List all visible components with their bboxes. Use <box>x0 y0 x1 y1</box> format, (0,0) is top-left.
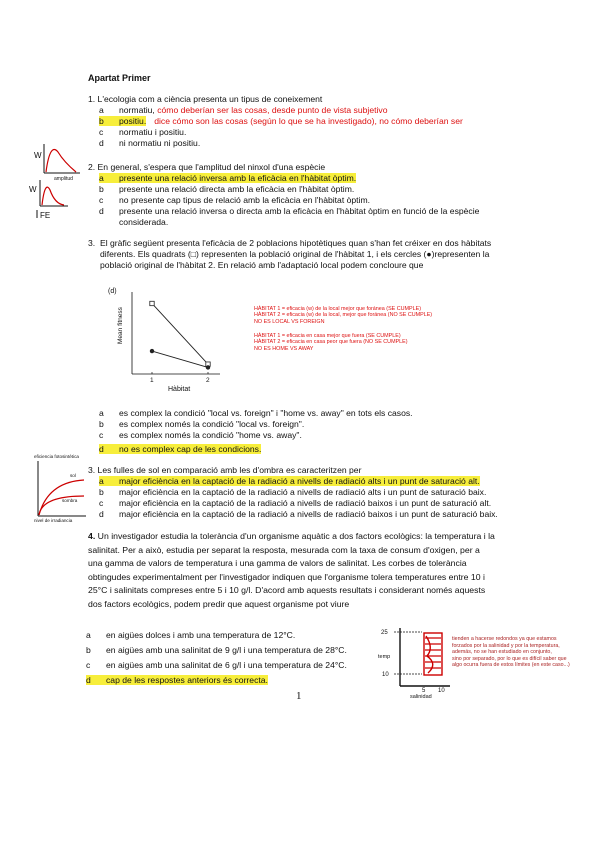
q2-option-c: c no presente cap tipus de relació amb la eficàcia en l'hàbitat òptim. <box>99 195 371 205</box>
q1-option-a: a normatiu, cómo deberían ser las cosas, desde punto de vista subjetivo <box>99 105 388 115</box>
page-number: 1 <box>296 690 302 702</box>
q1-option-d: d ni normatiu ni positiu. <box>99 138 201 148</box>
sketch-w1-label: W <box>34 151 42 160</box>
data-point-square <box>150 301 154 305</box>
q2-option-a: a presente una relació inversa amb la eficàcia en l'hàbitat òptim. <box>99 173 357 183</box>
q3-notes-2 <box>254 333 408 352</box>
q2-option-d-cont: considerada. <box>119 217 169 227</box>
q5-stem-line: 4. Un investigador estudia la tolerància d'un organisme aquàtic a dos factors ecològics: la temperatura i la <box>88 531 495 541</box>
sketch-fe-label: FE <box>40 211 51 220</box>
sketch-sol-label: sol <box>70 473 76 478</box>
note-line: HÀBITAT 2 = eficacia en casa peor que fuera (NO SE CUMPLE) <box>254 339 408 346</box>
sketch-x-right: 10 <box>438 688 445 694</box>
q1-option-c: c normatiu i positiu. <box>99 127 187 137</box>
q1-option-b: b positiu. dice cómo son las cosas (según lo que se ha investigado), no cómo deberían ser <box>99 116 463 126</box>
q5-stem <box>88 530 495 612</box>
sketch-amplitud-label: amplitud <box>54 176 73 182</box>
note-line: forzados por la salinidad y por la temperatura, <box>452 642 560 649</box>
x-axis-label: Hàbitat <box>168 386 191 393</box>
note-line: NO ES LOCAL VS FOREIGN <box>254 318 325 325</box>
q3-stem-3: població original de l'hàbitat 2. En relació amb l'adaptació local podem concloure que <box>100 260 424 270</box>
sketch-ybottom: 10 <box>382 672 389 678</box>
q3-option-d: d no es complex cap de les condicions. <box>99 444 262 454</box>
q-leaf-option-c: c major eficiència en la captació de la radiació a nivells de radiació baixos i un punt de saturació alt. <box>99 498 492 508</box>
sketch-xlabel: salinidad <box>410 694 432 698</box>
note-line: HÀBITAT 1 = eficacia (w) de la local mejor que foránea (SE CUMPLE) <box>254 306 422 312</box>
note-line: HÀBITAT 1 = eficacia en casa mejor que fuera (SE CUMPLE) <box>254 333 401 339</box>
fitness-chart <box>108 284 228 396</box>
q3-notes-1 <box>254 306 432 325</box>
q2-option-d: d presente una relació inversa o directa amb la eficàcia en l'hàbitat òptim en funció de la espècie <box>99 206 480 216</box>
section-title: Apartat Primer <box>88 73 151 83</box>
q3-number: 3. <box>88 238 96 248</box>
note-line: HÀBITAT 2 = eficacia (w) de la local, mejor que foránea (NO SE CUMPLE) <box>254 312 433 319</box>
tolerance-sketch <box>378 626 454 698</box>
note-line: NO ES HOME VS AWAY <box>254 345 314 352</box>
q3-stem-2: diferents. Els quadrats (□) representen la població original de l'hàbitat 1, i els cercles (●)representen la <box>100 249 490 259</box>
q3-stem-1: El gràfic següent presenta l'eficàcia de 2 poblacions hipotètiques quan s'han fet créixer en dos hàbitats <box>100 238 492 248</box>
note-line: además, no se han estudiado en conjunto, <box>452 649 552 656</box>
q2-option-b: b presente una relació directa amb la eficàcia en l'hàbitat òptim. <box>99 184 355 194</box>
sketch-ytop: 25 <box>381 630 388 636</box>
q2-stem: 2. En general, s'espera que l'amplitud del ninxol d'una espècie <box>88 162 326 172</box>
q5-notes <box>452 636 570 669</box>
sketch-xlabel: nivel de irradiancia <box>34 518 73 523</box>
q5-option-c: c en aigües amb una salinitat de 6 g/l i una temperatura de 24°C. <box>86 660 347 670</box>
q-leaf-option-d: d major eficiència en la captació de la radiació a nivells de radiació baixos i un punt de saturació baix. <box>99 509 498 519</box>
sketch-sombra-label: sombra <box>62 498 78 503</box>
q-leaf-stem: 3. Les fulles de sol en comparació amb les d'ombra es caracteritzen per <box>88 465 362 475</box>
q5-option-b: b en aigües amb una salinitat de 9 g/l i una temperatura de 28°C. <box>86 645 347 655</box>
q-leaf-option-a: a major eficiència en la captació de la radiació a nivells de radiació alts i un punt de saturació alt. <box>99 476 480 486</box>
data-point-circle <box>206 365 210 369</box>
q5-option-d: d cap de les respostes anteriors és correcta. <box>86 675 268 685</box>
note-line: tienden a hacerse redondos ya que estamos <box>452 636 557 642</box>
q5-stem-line: 25°C i salinitats compreses entre 5 i 10 g/l. D'acord amb aquests resultats i considerant només aquests <box>88 585 486 596</box>
q3-option-a: a es complex la condició "local vs. foreign" i "home vs. away" en tots els casos. <box>99 408 413 418</box>
sketch-ylabel: temp <box>378 654 391 660</box>
sketch-ylabel: eficiencia fotosintètica <box>34 454 79 459</box>
chart-title: (d) <box>108 288 117 295</box>
photosynthesis-sketch <box>28 452 90 524</box>
q3-option-b: b es complex només la condició "local vs. foreign". <box>99 419 305 429</box>
q5-stem-line: una gamma de valors de temperatura i una gamma de valors de salinitat. Les corbes de tolerància <box>88 558 467 569</box>
y-axis-label: Mean fitness <box>117 307 124 344</box>
x-tick-label: 1 <box>150 377 154 384</box>
x-tick-label: 2 <box>206 377 210 384</box>
series-line <box>152 351 208 367</box>
q-leaf-option-b: b major eficiència en la captació de la radiació a nivells de radiació alts i un punt de saturació baix. <box>99 487 487 497</box>
note-line: algo ocurra fuera de estos límites (en este caso...) <box>452 662 570 669</box>
sketch-x-left: 5 <box>422 688 426 694</box>
note-line: sino por separado, por lo que es difícil saber que <box>452 655 567 662</box>
niche-sketch <box>28 140 88 220</box>
sketch-w2-label: W <box>29 185 37 194</box>
q1-stem: 1. L'ecologia com a ciència presenta un tipus de coneixement <box>88 94 323 104</box>
q5-option-a: a en aigües dolces i amb una temperatura de 12°C. <box>86 630 296 640</box>
q3-option-c: c es complex només la condició "home vs. away". <box>99 430 302 440</box>
q5-stem-line: salinitat. Per a això, estudia per separat la resposta, mesurada com la taxa de consum d'oxigen, per a <box>88 544 480 555</box>
data-point-circle <box>150 349 154 353</box>
q5-stem-line: obtingudes experimentalment per l'investigador indiquen que l'organisme tolera temperatures entre 10 i <box>88 571 485 582</box>
series-line <box>152 303 208 364</box>
q5-stem-line: dos factors ecològics, podem predir que aquest organisme pot viure <box>88 598 350 609</box>
